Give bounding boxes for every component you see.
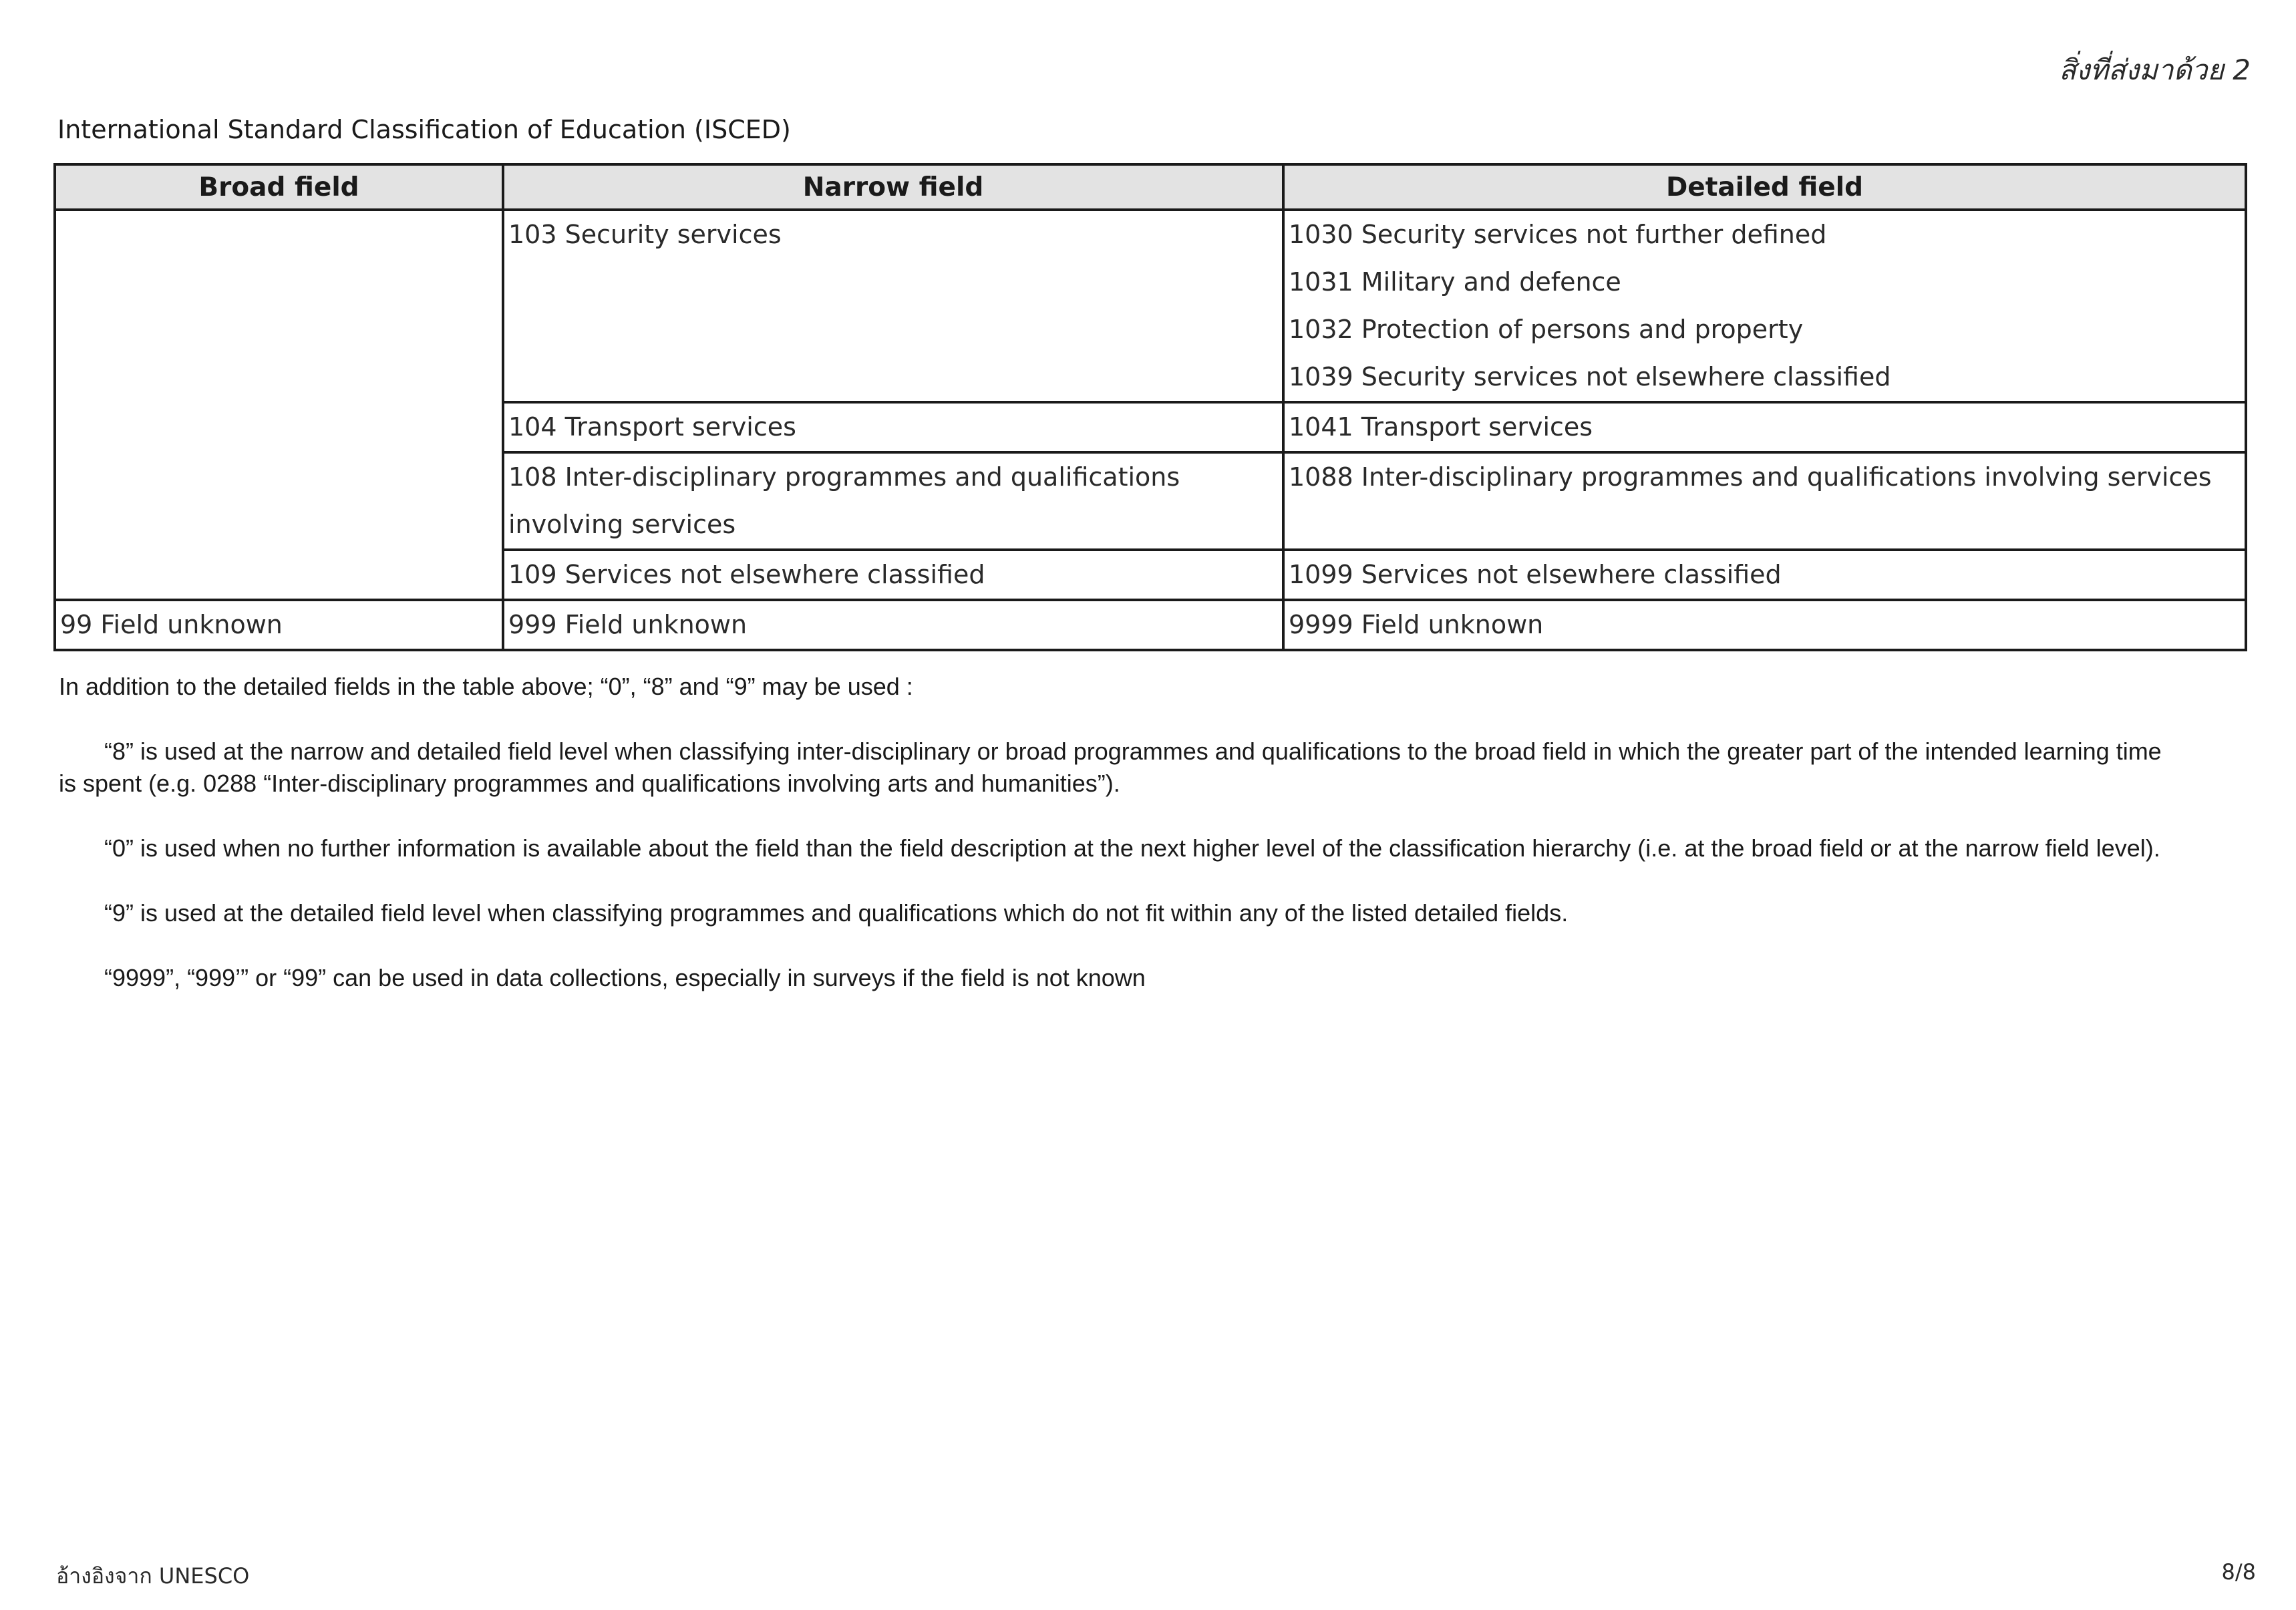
- detailed-field-cell: 9999 Field unknown: [1283, 600, 2246, 650]
- detailed-field-item: 1041 Transport services: [1289, 412, 1593, 442]
- note-code-0: “0” is used when no further information is available about the field than the field description at the next higher level of the classification hierarchy (i.e. at the broad field or at the narrow field level).: [104, 834, 2160, 862]
- detailed-field-cell: [1283, 210, 2246, 402]
- notes-section: [59, 671, 2176, 1027]
- narrow-field-cell: 108 Inter-disciplinary programmes and qualifications involving services: [503, 452, 1283, 550]
- narrow-field-cell: 103 Security services: [503, 210, 1283, 402]
- narrow-field-cell: 109 Services not elsewhere classified: [503, 550, 1283, 600]
- header-detailed-field: Detailed field: [1283, 164, 2246, 210]
- table-header-row: [55, 164, 2246, 210]
- document-title: International Standard Classification of Education (ISCED): [57, 115, 791, 144]
- narrow-field-cell: 999 Field unknown: [503, 600, 1283, 650]
- broad-field-cell: 99 Field unknown: [55, 600, 503, 650]
- detailed-field-item: 1030 Security services not further defined: [1289, 220, 1827, 249]
- detailed-field-item: 1031 Military and defence: [1289, 267, 1621, 297]
- notes-intro: In addition to the detailed fields in the table above; “0”, “8” and “9” may be used :: [59, 673, 913, 700]
- header-broad-field: Broad field: [55, 164, 503, 210]
- detailed-field-item: 1099 Services not elsewhere classified: [1289, 560, 1782, 589]
- table-row: [55, 210, 2246, 402]
- note-code-unknown: “9999”, “999’” or “99” can be used in data collections, especially in surveys if the field is not known: [104, 964, 1146, 991]
- broad-field-cell: [55, 210, 503, 600]
- detailed-field-item: 1032 Protection of persons and property: [1289, 315, 1804, 344]
- detailed-field-cell: [1283, 402, 2246, 452]
- narrow-field-cell: 104 Transport services: [503, 402, 1283, 452]
- isced-table: [53, 163, 2247, 651]
- footer-source: อ้างอิงจาก UNESCO: [56, 1563, 250, 1589]
- table-row: [55, 600, 2246, 650]
- note-code-8: “8” is used at the narrow and detailed field level when classifying inter-disciplinary or broad programmes and qualifications to the broad field in which the greater part of the intended learning time is spent (e.g. 0288 “Inter-disciplinary programmes and qualifications involving arts and humanities”).: [59, 738, 2162, 797]
- detailed-field-cell: [1283, 452, 2246, 550]
- page-number: 8/8: [2221, 1559, 2256, 1585]
- annex-label: สิ่งที่ส่งมาด้วย 2: [2059, 53, 2251, 86]
- header-narrow-field: Narrow field: [503, 164, 1283, 210]
- note-code-9: “9” is used at the detailed field level when classifying programmes and qualifications which do not fit within any of the listed detailed fields.: [104, 899, 1569, 927]
- detailed-field-cell: [1283, 550, 2246, 600]
- detailed-field-item: 1088 Inter-disciplinary programmes and qualifications involving services: [1289, 462, 2212, 492]
- detailed-field-item: 1039 Security services not elsewhere classified: [1289, 362, 1891, 391]
